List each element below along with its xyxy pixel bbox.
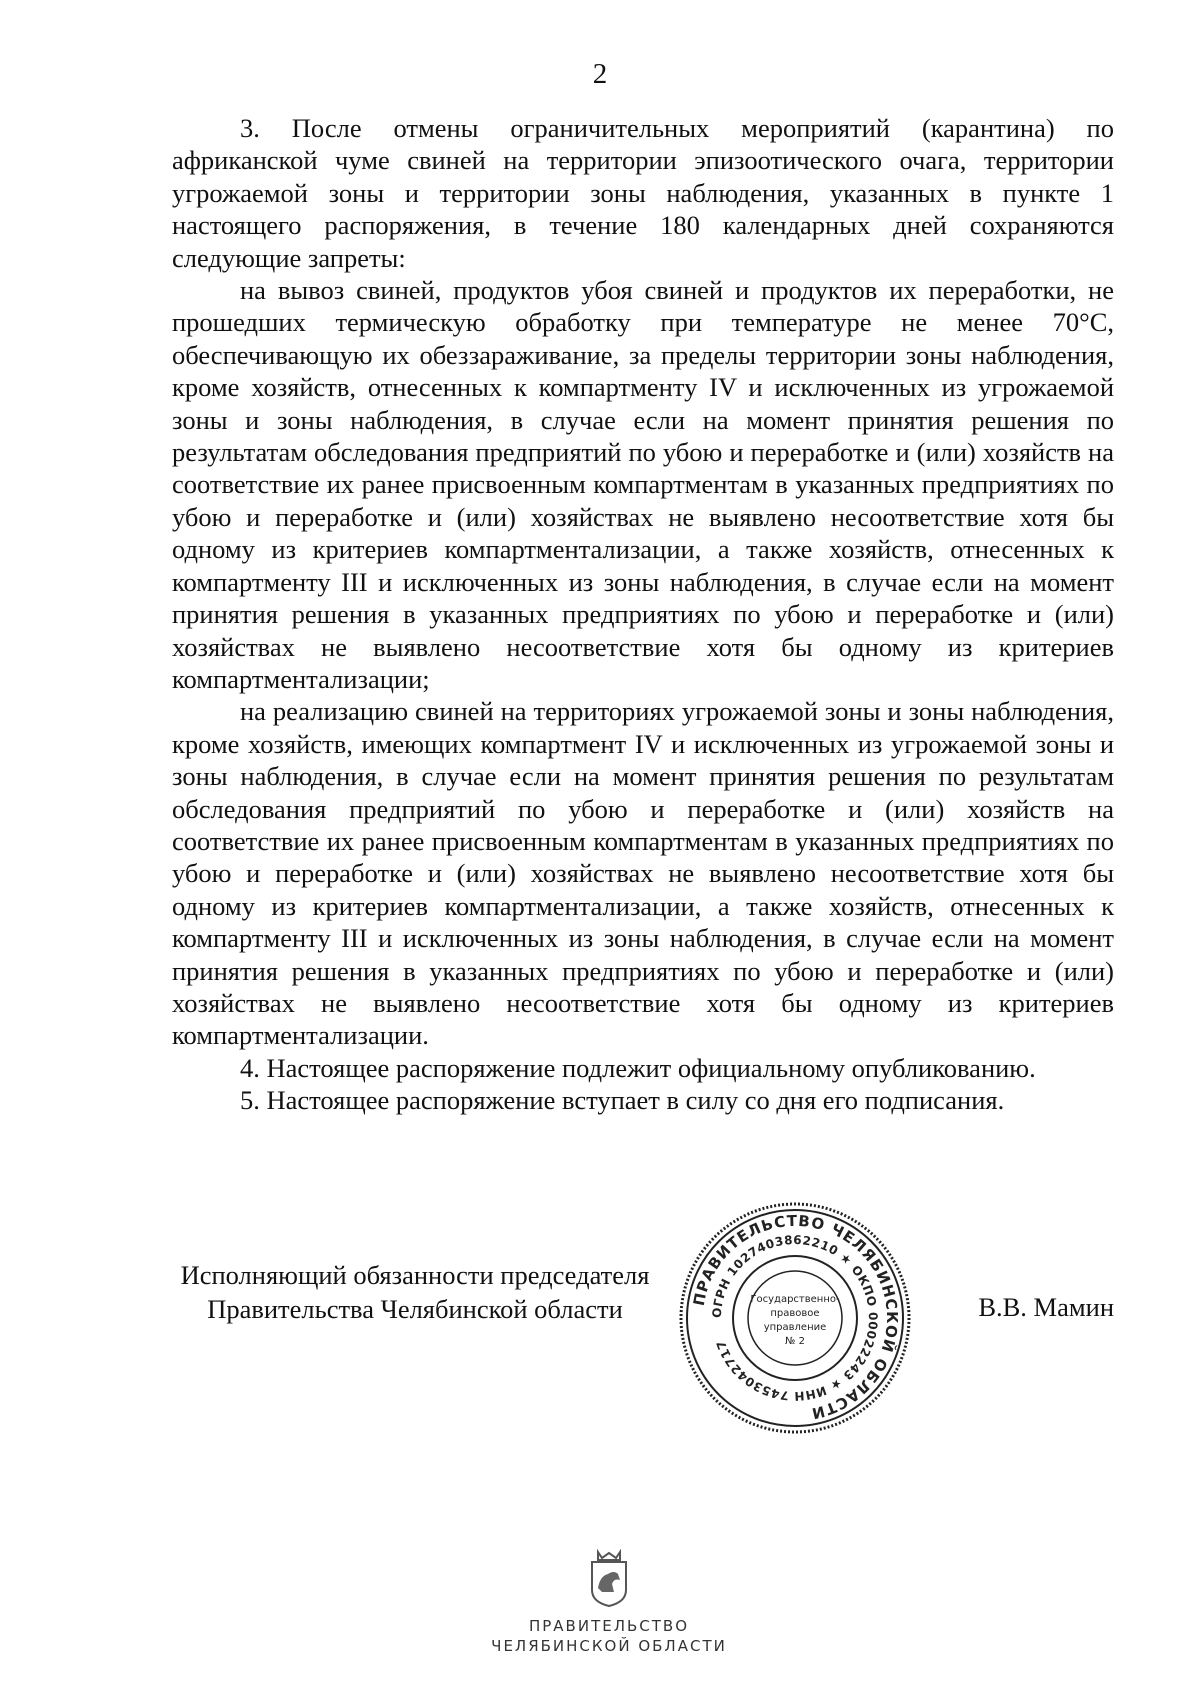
paragraph-export-ban: на вывоз свиней, продуктов убоя свиней и продуктов их переработки, не прошедших термическую обработку при температуре не менее 70°С, обеспечивающую их обеззараживание, за пределы территории зоны наблюдения, кроме хозяйств, отнесенных к компартменту IV и исключенных из угрожаемой зоны и зоны наблюдения, в случае если на момент принятия решения по результатам обследования предприятий по убою и переработке и (или) хозяйств на соответствие их ранее присвоенным компартментам в указанных предприятиях по убою и переработке и (или) хозяйствах не выявлено несоответствие хотя бы одному из критериев компартментализации, а также хозяйств, отнесенных к компартменту III и исключенных из зоны наблюдения, в случае если на момент принятия решения в указанных предприятиях по убою и переработке и (или) хозяйствах не выявлено несоответствие хотя бы одному из критериев компартментализации; — [172, 275, 1114, 694]
footer-organization — [0, 1616, 1200, 1656]
official-seal-stamp — [675, 1198, 915, 1438]
seal-outer-text: ПРАВИТЕЛЬСТВО ЧЕЛЯБИНСКОЙ ОБЛАСТИ — [689, 1211, 902, 1423]
document-body — [172, 112, 1114, 1117]
signatory-position-line1: Исполняющий обязанности председателя — [180, 1260, 650, 1290]
paragraph-4: 4. Настоящее распоряжение подлежит официальному опубликованию. — [240, 1052, 1036, 1083]
seal-codes-text: ОГРН 1027403862210 ★ ОКПО 00022243 ★ ИНН 7453042717 — [709, 1232, 881, 1404]
signatory-position-line2: Правительства Челябинской области — [207, 1294, 623, 1324]
page-number: 2 — [592, 58, 608, 90]
seal-center-line1: Государственно- — [750, 1294, 840, 1305]
signatory-position — [150, 1258, 680, 1326]
paragraph-5: 5. Настоящее распоряжение вступает в силу со дня его подписания. — [240, 1085, 1005, 1116]
footer-line1: ПРАВИТЕЛЬСТВО — [528, 1617, 690, 1635]
seal-center-line3: управление — [763, 1322, 827, 1333]
signatory-name: В.В. Мамин — [978, 1292, 1114, 1322]
seal-center-line4: № 2 — [785, 1336, 805, 1347]
paragraph-sale-ban: на реализацию свиней на территориях угрожаемой зоны и зоны наблюдения, кроме хозяйств, имеющих компартмент IV и исключенных из угрожаемой зоны и зоны наблюдения, в случае если на момент принятия решения по результатам обследования предприятий по убою и переработке и (или) хозяйств на соответствие их ранее присвоенным компартментам в указанных предприятиях по убою и переработке и (или) хозяйствах не выявлено несоответствие хотя бы одному из критериев компартментализации, а также хозяйств, отнесенных к компартменту III и исключенных из зоны наблюдения, в случае если на момент принятия решения в указанных предприятиях по убою и переработке и (или) хозяйствах не выявлено несоответствие хотя бы одному из критериев компартментализации. — [172, 696, 1114, 1051]
paragraph-3: 3. После отмены ограничительных мероприятий (карантина) по африканской чуме свиней на территории эпизоотического очага, территории угрожаемой зоны и территории зоны наблюдения, указанных в пункте 1 настоящего распоряжения, в течение 180 календарных дней сохраняются следующие запреты: — [172, 113, 1114, 273]
seal-center-line2: правовое — [770, 1308, 820, 1319]
chelyabinsk-emblem-icon — [584, 1548, 634, 1608]
footer-line2: ЧЕЛЯБИНСКОЙ ОБЛАСТИ — [491, 1637, 727, 1655]
